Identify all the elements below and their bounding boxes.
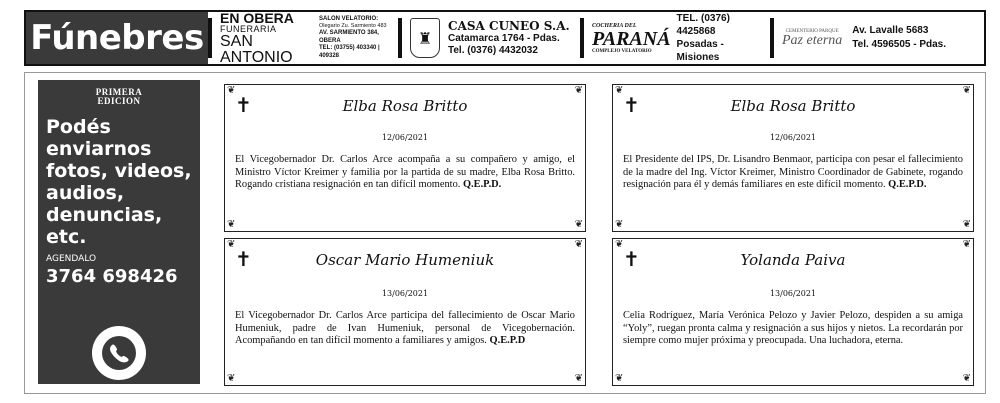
deceased-name: Yolanda Paiva xyxy=(740,251,846,269)
ad4-text: Av. Lavalle 5683 Tel. 4596505 - Pdas. xyxy=(852,25,947,50)
promo-agenda-label: AGENDALO xyxy=(46,254,97,265)
ornament-icon: ❦ xyxy=(962,219,971,230)
notice-date: 13/06/2021 xyxy=(769,289,817,298)
primera-edicion-logo: PRIMERA EDICION xyxy=(95,87,143,106)
ad1-details: SALON VELATORIO: Olegario Zu. Sarmiento 483 AV. SARMIENTO 384, OBERA TEL: (03755) 403340 | 409328 xyxy=(319,15,387,59)
ornament-icon: ❦ xyxy=(615,239,624,250)
ad-funeraria-san-antonio[interactable] xyxy=(212,9,398,66)
notice-text: El Vicegobernador Dr. Carlos Arce participa del fallecimiento de Oscar Mario Humeniuk, padre de Ivan Humeniuk, personal de Vicegobernación. Acompañando en tan difícil momento a familiares y amigos. Q.E.P.D xyxy=(235,310,575,347)
ornament-icon: ❦ xyxy=(615,219,624,230)
obituary-card xyxy=(612,238,974,386)
promo-phone[interactable]: 3764 698426 xyxy=(46,266,178,288)
promo-panel[interactable] xyxy=(38,80,200,384)
ornament-icon: ❦ xyxy=(574,219,583,230)
ornament-icon: ❦ xyxy=(227,373,236,384)
ornament-icon: ❦ xyxy=(227,85,236,96)
notice-date: 12/06/2021 xyxy=(381,133,429,142)
ornament-icon: ❦ xyxy=(574,239,583,250)
obituary-card xyxy=(224,84,586,232)
notice-text: Celia Rodríguez, María Verónica Pelozo y Javier Pelozo, despiden a su amiga “Yoly”, ruegan pronta calma y resignación a sus hijos y nietos. La recordarán por siempre como mujer próxima y preocupada. Una luchadora, eterna. xyxy=(623,310,963,347)
header-banner xyxy=(24,10,986,66)
ornament-icon: ❦ xyxy=(574,85,583,96)
notice-text: El Presidente del IPS, Dr. Lisandro Benmaor, participa con pesar el fallecimiento de la madre del Ing. Víctor Kreimer, Ministro Coordinador de Gabinete, rogando resignación para él y demás familiares en este difícil momento. Q.E.P.D. xyxy=(623,154,963,191)
deceased-name: Elba Rosa Britto xyxy=(342,97,468,115)
ad1-name: EN OBERA FUNERARIA SAN ANTONIO xyxy=(220,9,294,66)
ornament-icon: ❦ xyxy=(962,85,971,96)
deceased-name: Elba Rosa Britto xyxy=(730,97,856,115)
ornament-icon: ❦ xyxy=(227,219,236,230)
obituary-card xyxy=(612,84,974,232)
ad-casa-cuneo[interactable] xyxy=(402,12,580,64)
crest-icon: ♜ xyxy=(410,18,440,58)
cross-icon: ✝ xyxy=(623,93,640,117)
ad-cocheria-parana[interactable] xyxy=(584,12,770,64)
ad2-text: CASA CUNEO S.A. Catamarca 1764 - Pdas. Tel. (0376) 4432032 xyxy=(448,18,570,57)
cross-icon: ✝ xyxy=(235,93,252,117)
whatsapp-icon[interactable] xyxy=(92,326,146,380)
paz-eterna-logo: CEMENTERIO PARQUE Paz eterna xyxy=(782,28,843,48)
ornament-icon: ❦ xyxy=(615,373,624,384)
cross-icon: ✝ xyxy=(623,247,640,271)
cross-icon: ✝ xyxy=(235,247,252,271)
notice-text: El Vicegobernador Dr. Carlos Arce acompaña a su compañero y amigo, el Ministro Víctor Kreimer y familia por la partida de su madre, Elba Rosa Britto. Rogando cristiana resignación en tan difícil momento. Q.E.P.D. xyxy=(235,154,575,191)
promo-message: Podés enviarnos fotos, videos, audios, denuncias, etc. xyxy=(46,116,192,249)
ornament-icon: ❦ xyxy=(574,373,583,384)
deceased-name: Oscar Mario Humeniuk xyxy=(315,251,495,269)
section-title: Fúnebres xyxy=(26,12,208,64)
ornament-icon: ❦ xyxy=(962,373,971,384)
ornament-icon: ❦ xyxy=(615,85,624,96)
ad-paz-eterna[interactable] xyxy=(774,12,984,64)
ornament-icon: ❦ xyxy=(227,239,236,250)
ornament-icon: ❦ xyxy=(962,239,971,250)
notice-date: 13/06/2021 xyxy=(381,289,429,298)
ad3-text: TEL. (0376) 4425868 Posadas - Misiones xyxy=(676,13,730,63)
parana-logo: COCHERIA DEL PARANÁ COMPLEJO VELATORIO xyxy=(592,22,671,54)
obituary-card xyxy=(224,238,586,386)
notice-date: 12/06/2021 xyxy=(769,133,817,142)
